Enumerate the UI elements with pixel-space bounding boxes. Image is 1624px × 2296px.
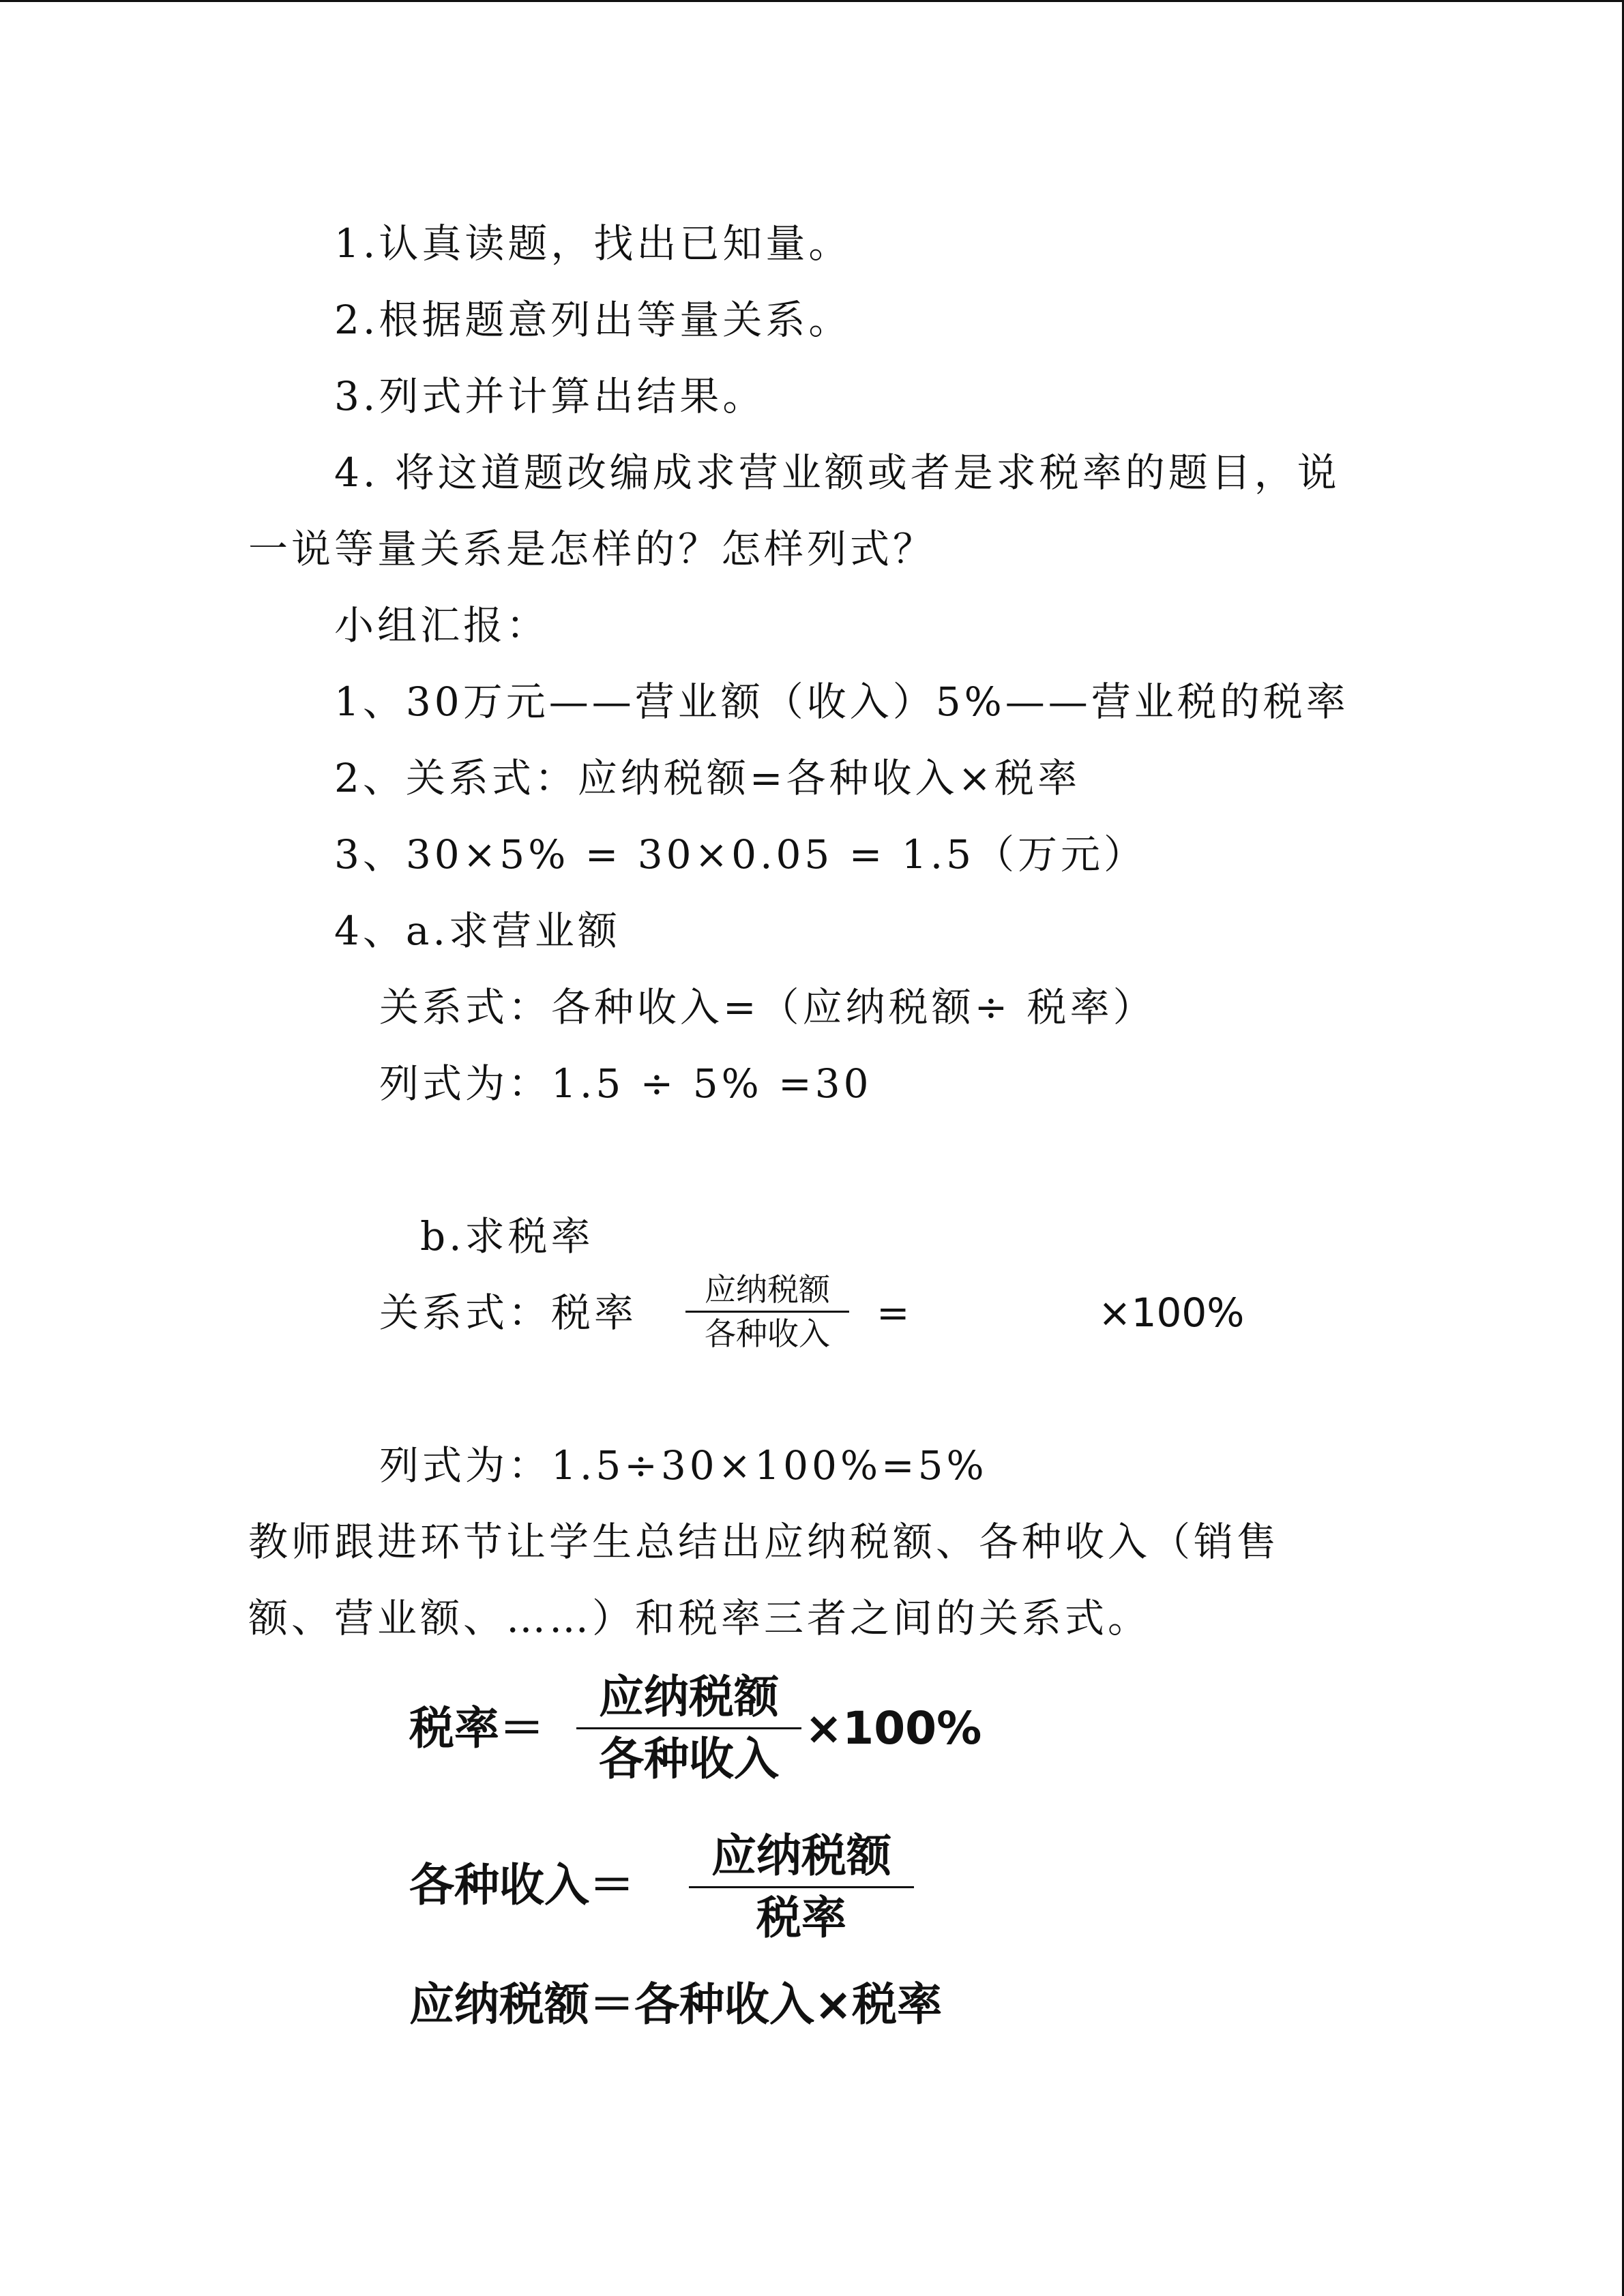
step-4: 4. 将这道题改编成求营业额或者是求税率的题目，说 [334, 449, 1340, 496]
step-2: 2.根据题意列出等量关系。 [334, 297, 852, 343]
teacher-line-1: 教师跟进环节让学生总结出应纳税额、各种收入（销售 [248, 1519, 1280, 1565]
report-item-2: 2、关系式：应纳税额=各种收入×税率 [334, 755, 1081, 801]
report-item-4a-title: 4、a.求营业额 [334, 908, 621, 954]
formula-income-denominator: 税率 [756, 1892, 846, 1944]
formula-tax-rate-numerator: 应纳税额 [599, 1671, 779, 1723]
formula-tax-rate-right: ×100% [805, 1702, 982, 1755]
report-item-1: 1、30万元——营业额（收入）5%——营业税的税率 [334, 679, 1349, 725]
teacher-line-2: 额、营业额、……）和税率三者之间的关系式。 [248, 1595, 1151, 1641]
formula-income-left: 各种收入＝ [409, 1859, 634, 1911]
formula-income-numerator: 应纳税额 [711, 1830, 891, 1882]
relation-equals: = [876, 1289, 913, 1336]
formula-tax-rate-fraction [576, 1667, 801, 1789]
fraction-denominator: 各种收入 [705, 1315, 830, 1352]
report-item-4a-relation: 关系式：各种收入=（应纳税额÷ 税率） [379, 984, 1156, 1030]
report-item-3: 3、30×5% = 30×0.05 = 1.5（万元） [334, 831, 1147, 878]
formula-tax-amount: 应纳税额＝各种收入×税率 [409, 1978, 943, 2031]
report-item-4b-relation-prefix: 关系式：税率 [379, 1289, 638, 1336]
relation-suffix: ×100% [1098, 1289, 1245, 1336]
report-item-4a-formula: 列式为：1.5 ÷ 5% =30 [379, 1060, 872, 1107]
report-item-4b-title: b.求税率 [420, 1213, 594, 1259]
formula-tax-rate-left: 税率＝ [409, 1702, 544, 1755]
relation-fraction [685, 1268, 849, 1355]
step-4-continued: 一说等量关系是怎样的？怎样列式？ [248, 526, 936, 572]
step-1: 1.认真读题，找出已知量。 [334, 220, 852, 267]
step-3: 3.列式并计算出结果。 [334, 373, 766, 419]
fraction-numerator: 应纳税额 [705, 1271, 830, 1308]
formula-income-fraction [689, 1826, 914, 1948]
report-heading: 小组汇报： [334, 602, 550, 648]
report-item-4b-formula: 列式为：1.5÷30×100%=5% [379, 1442, 988, 1489]
formula-tax-rate-denominator: 各种收入 [599, 1733, 779, 1785]
